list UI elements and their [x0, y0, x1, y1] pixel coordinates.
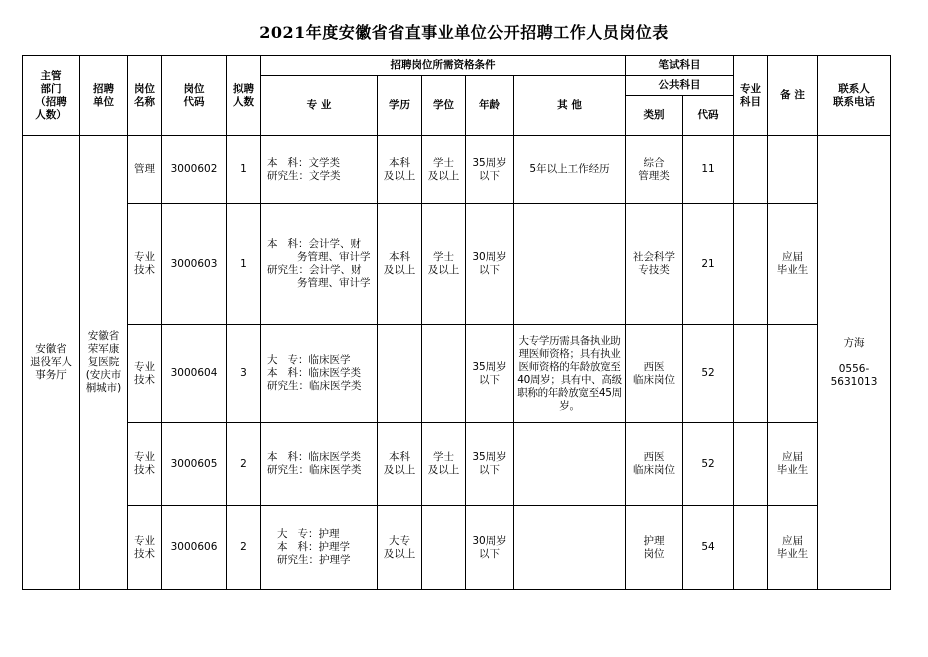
header-unit: 招聘 单位: [80, 56, 128, 136]
age-cell: 30周岁 以下: [466, 204, 514, 325]
other-cell: [514, 506, 626, 590]
header-public-subject: 公共科目: [626, 76, 734, 96]
position-name-cell: 专业 技术: [128, 204, 162, 325]
age-cell: 35周岁 以下: [466, 325, 514, 423]
specialty-subject-cell: [734, 325, 768, 423]
category-cell: 西医 临床岗位: [626, 325, 683, 423]
header-age: 年龄: [466, 76, 514, 136]
header-other: 其 他: [514, 76, 626, 136]
header-requirements-group: 招聘岗位所需资格条件: [261, 56, 626, 76]
table-row: [23, 506, 891, 590]
remarks-cell: 应届 毕业生: [768, 506, 818, 590]
position-code-cell: 3000602: [162, 136, 227, 204]
num-hire-cell: 1: [227, 204, 261, 325]
other-cell: 大专学历需具备执业助理医师资格；具有执业医师资格的年龄放宽至40周岁；具有中、高级职称的年龄放宽至45周岁。: [514, 325, 626, 423]
remarks-cell: 应届 毕业生: [768, 423, 818, 506]
age-cell: 35周岁 以下: [466, 136, 514, 204]
num-hire-cell: 1: [227, 136, 261, 204]
category-cell: 护理 岗位: [626, 506, 683, 590]
position-name-cell: 专业 技术: [128, 506, 162, 590]
header-category: 类别: [626, 96, 683, 136]
header-position-name: 岗位 名称: [128, 56, 162, 136]
header-code: 代码: [683, 96, 734, 136]
degree-cell: 学士 及以上: [422, 136, 466, 204]
major-cell: 大 专：临床医学 本 科：临床医学类 研究生：临床医学类: [261, 325, 378, 423]
education-cell: [378, 325, 422, 423]
code-cell: 52: [683, 423, 734, 506]
other-cell: [514, 423, 626, 506]
category-cell: 综合 管理类: [626, 136, 683, 204]
department-cell: 安徽省 退役军人 事务厅: [23, 136, 80, 590]
other-cell: [514, 204, 626, 325]
category-cell: 社会科学 专技类: [626, 204, 683, 325]
specialty-subject-cell: [734, 506, 768, 590]
category-cell: 西医 临床岗位: [626, 423, 683, 506]
num-hire-cell: 2: [227, 423, 261, 506]
education-cell: 本科 及以上: [378, 136, 422, 204]
page-title: 2021年度安徽省省直事业单位公开招聘工作人员岗位表: [259, 23, 669, 42]
table-row: [23, 423, 891, 506]
position-code-cell: 3000604: [162, 325, 227, 423]
age-cell: 35周岁 以下: [466, 423, 514, 506]
code-cell: 54: [683, 506, 734, 590]
table-row: [23, 325, 891, 423]
degree-cell: [422, 325, 466, 423]
degree-cell: 学士 及以上: [422, 423, 466, 506]
header-position-code: 岗位 代码: [162, 56, 227, 136]
major-cell: 本 科：会计学、财 务管理、审计学 研究生：会计学、财 务管理、审计学: [261, 204, 378, 325]
specialty-subject-cell: [734, 423, 768, 506]
header-major: 专 业: [261, 76, 378, 136]
contact-cell: 方海 0556- 5631013: [818, 136, 891, 590]
remarks-cell: [768, 325, 818, 423]
position-name-cell: 专业 技术: [128, 325, 162, 423]
position-table: [22, 55, 891, 590]
specialty-subject-cell: [734, 204, 768, 325]
position-code-cell: 3000603: [162, 204, 227, 325]
remarks-cell: 应届 毕业生: [768, 204, 818, 325]
code-cell: 52: [683, 325, 734, 423]
table-row: [23, 136, 891, 204]
age-cell: 30周岁 以下: [466, 506, 514, 590]
education-cell: 大专 及以上: [378, 506, 422, 590]
header-num-hire: 拟聘 人数: [227, 56, 261, 136]
major-cell: 大 专：护理 本 科：护理学 研究生：护理学: [261, 506, 378, 590]
other-cell: 5年以上工作经历: [514, 136, 626, 204]
header-written-exam: 笔试科目: [626, 56, 734, 76]
table-row: [23, 204, 891, 325]
num-hire-cell: 3: [227, 325, 261, 423]
position-code-cell: 3000605: [162, 423, 227, 506]
header-degree: 学位: [422, 76, 466, 136]
header-education: 学历: [378, 76, 422, 136]
position-name-cell: 管理: [128, 136, 162, 204]
unit-cell: 安徽省 荣军康 复医院 (安庆市 桐城市): [80, 136, 128, 590]
education-cell: 本科 及以上: [378, 204, 422, 325]
degree-cell: [422, 506, 466, 590]
major-cell: 本 科：文学类 研究生：文学类: [261, 136, 378, 204]
degree-cell: 学士 及以上: [422, 204, 466, 325]
specialty-subject-cell: [734, 136, 768, 204]
major-cell: 本 科：临床医学类 研究生：临床医学类: [261, 423, 378, 506]
header-remarks: 备 注: [768, 56, 818, 136]
remarks-cell: [768, 136, 818, 204]
code-cell: 11: [683, 136, 734, 204]
code-cell: 21: [683, 204, 734, 325]
position-code-cell: 3000606: [162, 506, 227, 590]
header-specialty-subject: 专业 科目: [734, 56, 768, 136]
header-contact: 联系人 联系电话: [818, 56, 891, 136]
header-department: 主管 部门 （招聘 人数）: [23, 56, 80, 136]
education-cell: 本科 及以上: [378, 423, 422, 506]
num-hire-cell: 2: [227, 506, 261, 590]
position-name-cell: 专业 技术: [128, 423, 162, 506]
